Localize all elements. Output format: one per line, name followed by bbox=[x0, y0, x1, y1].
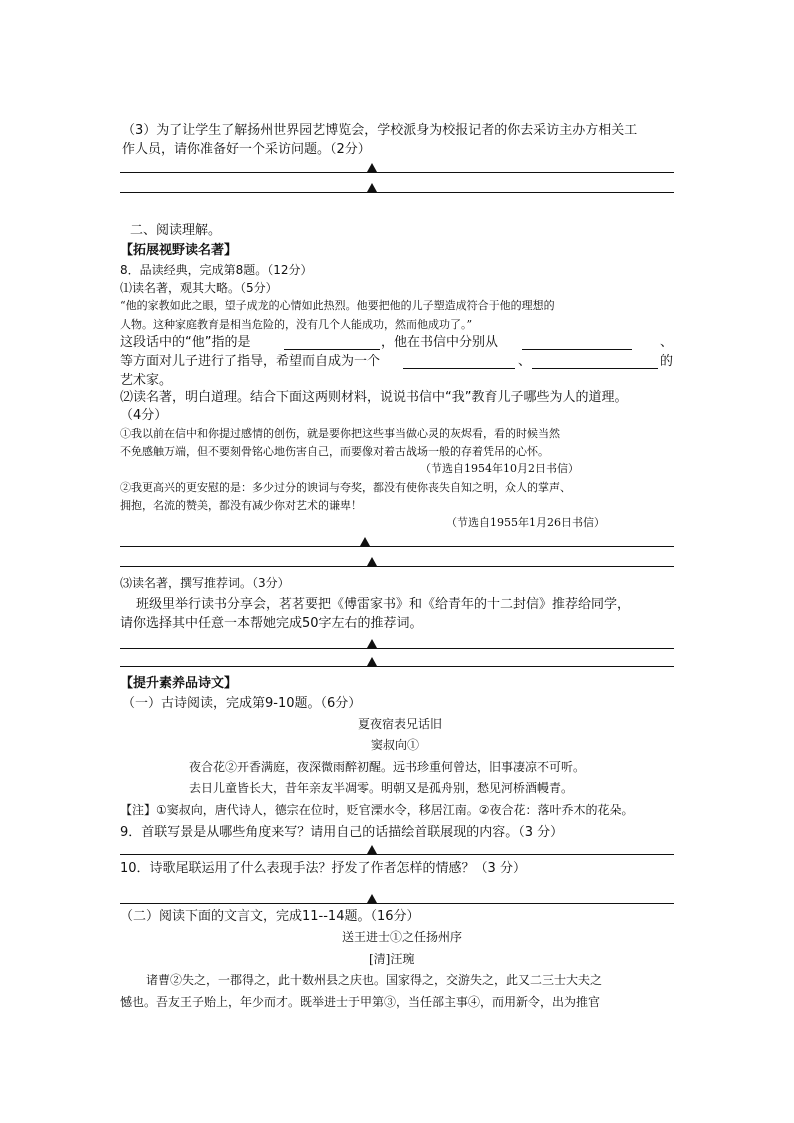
answer-marker bbox=[367, 639, 377, 648]
material1-line2: 不免感触万端，但不要刻骨铭心地伤害自己，而要像对着古战场一般的存着凭吊的心怀。 bbox=[120, 445, 549, 458]
fill-blank[interactable] bbox=[532, 368, 658, 369]
q3-line2: 作人员，请你准备好一个采访问题。（2分） bbox=[122, 142, 371, 157]
material1-source: （节选自1954年10月2日书信） bbox=[420, 462, 579, 475]
prose-header: （二）阅读下面的文言文，完成11--14题。（16分） bbox=[120, 909, 420, 924]
material2-line1: ②我更高兴的更安慰的是：多少过分的谀词与夸奖，都没有使你丧失自知之明，众人的掌声、 bbox=[120, 481, 571, 494]
q8-fill2-text: 等方面对儿子进行了指导，希望而自成为一个 bbox=[120, 354, 381, 369]
q8-fill1-text: 这段话中的“他”指的是 bbox=[120, 335, 251, 350]
answer-marker bbox=[367, 657, 377, 666]
q8-sub2-line1: ⑵读名著，明白道理。结合下面这两则材料，说说书信中“我”教育儿子哪些为人的道理。 bbox=[120, 390, 628, 405]
q8-fill1-sep: 、 bbox=[660, 335, 674, 350]
answer-marker bbox=[367, 557, 377, 566]
q9: 9．首联写景是从哪些角度来写？请用自己的话描绘首联展现的内容。（3 分） bbox=[120, 825, 564, 840]
answer-line[interactable] bbox=[120, 566, 674, 567]
answer-marker bbox=[360, 537, 370, 546]
fill-blank[interactable] bbox=[403, 368, 515, 369]
prose-paragraph-line1: 诸曹②失之，一郡得之，此十数州县之庆也。国家得之，交游失之，此又二三士大夫之 bbox=[146, 973, 603, 987]
answer-marker bbox=[367, 163, 377, 172]
section-title: 二、阅读理解。 bbox=[130, 223, 222, 238]
prose-paragraph-line2: 憾也。吾友王子贻上，年少而才。既举进士于甲第③，当任部主事④，而用新令，出为推官 bbox=[120, 995, 601, 1009]
answer-marker bbox=[367, 894, 377, 903]
q8-fill2-sep: 、 bbox=[518, 354, 532, 369]
q8-sub2-line2: （4分） bbox=[120, 408, 168, 423]
q10: 10．诗歌尾联运用了什么表现手法？抒发了作者怎样的情感？（3 分） bbox=[120, 861, 526, 876]
poem-line1: 夜合花②开香满庭，夜深微雨醉初醒。远书珍重何曾达，旧事凄凉不可听。 bbox=[189, 760, 586, 774]
q3-line1: （3）为了让学生了解扬州世界园艺博览会，学校派身为校报记者的你去采访主办方相关工 bbox=[122, 123, 638, 138]
poem-note: 【注】①窦叔向，唐代诗人，德宗在位时，贬官溧水令，移居江南。②夜合花：落叶乔木的花朵。 bbox=[120, 803, 634, 817]
q8-fill1-text2: ，他在书信中分别从 bbox=[381, 335, 499, 350]
q8-quote-line1: “他的家教如此之眼，望子成龙的心情如此热烈。他要把他的儿子塑造成符合于他的理想的 bbox=[120, 299, 555, 312]
q8-sub3-text2: 请你选择其中任意一本帮她完成50字左右的推荐词。 bbox=[120, 616, 423, 631]
q8-fill2-end: 的 bbox=[660, 354, 674, 369]
answer-line[interactable] bbox=[120, 854, 674, 855]
answer-line[interactable] bbox=[120, 648, 674, 649]
fill-blank[interactable] bbox=[284, 349, 380, 350]
answer-line[interactable] bbox=[120, 546, 674, 547]
q8-quote-line2: 人物。这种家庭教育是相当危险的，没有几个人能成功，然而他成功了。” bbox=[120, 318, 473, 331]
part-title-poetry: 【提升素养品诗文】 bbox=[120, 676, 238, 691]
prose-title: 送王进士①之任扬州序 bbox=[342, 930, 463, 944]
q8-fill3-text: 艺术家。 bbox=[120, 373, 173, 388]
answer-line[interactable] bbox=[120, 666, 674, 667]
part-title-classics: 【拓展视野读名著】 bbox=[120, 243, 238, 258]
material2-source: （节选自1955年1月26日书信） bbox=[446, 516, 605, 529]
answer-marker bbox=[367, 183, 377, 192]
material1-line1: ①我以前在信中和你提过感情的创伤，就是要你把这些事当做心灵的灰烬看，看的时候当然 bbox=[120, 427, 560, 440]
q8-sub3: ⑶读名著，撰写推荐词。（3分） bbox=[120, 576, 290, 590]
poem-header: （一）古诗阅读，完成第9-10题。（6分） bbox=[122, 696, 362, 711]
prose-author: [清]汪琬 bbox=[369, 952, 415, 966]
answer-line[interactable] bbox=[120, 903, 674, 904]
q8-sub3-text1: 班级里举行读书分享会，茗茗要把《傅雷家书》和《给青年的十二封信》推荐给同学， bbox=[136, 597, 631, 612]
fill-blank[interactable] bbox=[522, 349, 632, 350]
poem-title: 夏夜宿表兄话旧 bbox=[358, 717, 443, 731]
poem-author: 窦叔向① bbox=[371, 738, 420, 752]
material2-line2: 拥抱，名流的赞美，都没有减少你对艺术的谦卑！ bbox=[120, 499, 362, 512]
answer-line[interactable] bbox=[120, 192, 674, 193]
q8-sub1: ⑴读名著，观其大略。（5分） bbox=[120, 281, 278, 295]
answer-line[interactable] bbox=[120, 172, 674, 173]
q8-header: 8．品读经典，完成第8题。（12分） bbox=[120, 263, 313, 277]
answer-marker bbox=[367, 845, 377, 854]
poem-line2: 去日儿童皆长大，昔年亲友半凋零。明朝又是孤舟别，愁见河桥酒幔青。 bbox=[189, 781, 574, 795]
